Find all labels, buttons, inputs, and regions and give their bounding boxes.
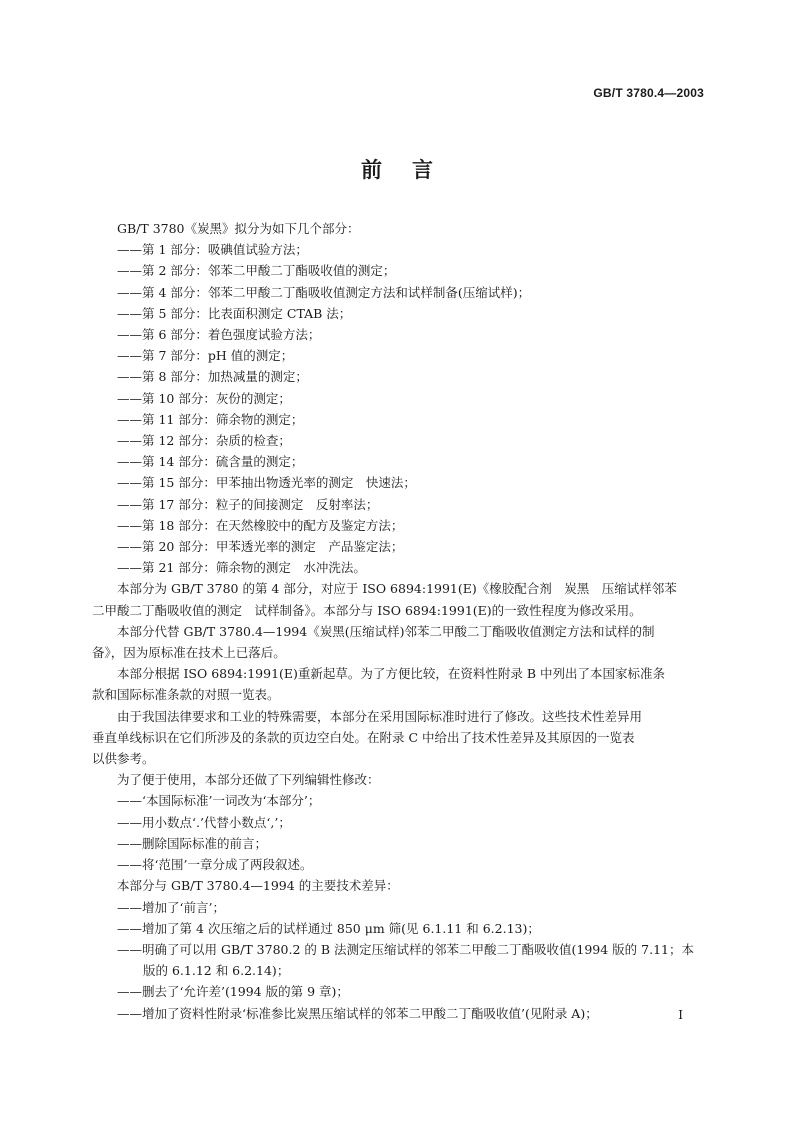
list-item: ——第 5 部分：比表面积测定 CTAB 法； <box>117 305 352 321</box>
list-item: ——增加了第 4 次压缩之后的试样通过 850 μm 筛(见 6.1.11 和 6.2.13)； <box>117 920 540 936</box>
list-item: ——增加了资料性附录‘标准参比炭黑压缩试样的邻苯二甲酸二丁酯吸收值’(见附录 A)； <box>117 1005 598 1021</box>
list-item: ——删除国际标准的前言； <box>117 835 268 851</box>
list-item: ——第 6 部分：着色强度试验方法； <box>117 327 321 343</box>
paragraph-line: 由于我国法律要求和工业的特殊需要，本部分在采用国际标准时进行了修改。这些技术性差异用 <box>117 708 643 724</box>
page-number: I <box>678 1008 683 1022</box>
list-item: ——用小数点‘.’代替小数点‘,’； <box>117 814 291 830</box>
paragraph-line: 以供参考。 <box>92 751 155 767</box>
foreword-body <box>92 218 705 1024</box>
list-item: ——第 1 部分：吸碘值试验方法； <box>117 242 308 258</box>
list-item: ——第 11 部分：筛余物的测定； <box>117 411 304 427</box>
list-item: ——第 21 部分：筛余物的测定 水冲洗法。 <box>117 560 366 576</box>
paragraph-line: 本部分代替 GB/T 3780.4—1994《炭黑(压缩试样)邻苯二甲酸二丁酯吸收值测定方法和试样的制 <box>117 623 655 639</box>
paragraph-line: 二甲酸二丁酯吸收值的测定 试样制备》。本部分与 ISO 6894:1991(E)的一致性程度为修改采用。 <box>92 602 642 618</box>
paragraph-line: 本部分与 GB/T 3780.4—1994 的主要技术差异： <box>117 878 399 894</box>
list-item: ——第 8 部分：加热减量的测定； <box>117 369 308 385</box>
list-item: ——第 15 部分：甲苯抽出物透光率的测定 快速法； <box>117 475 416 491</box>
list-item: ——第 17 部分：粒子的间接测定 反射率法； <box>117 496 379 512</box>
paragraph-line: 垂直单线标识在它们所涉及的条款的页边空白处。在附录 C 中给出了技术性差异及其原因的一览表 <box>92 729 635 745</box>
list-item: ——第 10 部分：灰份的测定； <box>117 390 291 406</box>
paragraph-line: 本部分为 GB/T 3780 的第 4 部分，对应于 ISO 6894:1991(E)《橡胶配合剂 炭黑 压缩试样邻苯 <box>117 581 677 597</box>
intro-line: GB/T 3780《炭黑》拟分为如下几个部分： <box>117 221 360 236</box>
paragraph-line: 款和国际标准条款的对照一览表。 <box>92 687 280 703</box>
page-title: 前言 <box>361 157 463 182</box>
list-item: ——增加了‘前言’； <box>117 899 225 915</box>
list-item: ——明确了可以用 GB/T 3780.2 的 B 法测定压缩试样的邻苯二甲酸二丁酯吸收值(1994 版的 7.11；本版的 6.1.12 和 6.2.14)； <box>117 941 694 979</box>
list-item: ——第 18 部分：在天然橡胶中的配方及鉴定方法； <box>117 517 404 533</box>
list-item: ——删去了‘允许差’(1994 版的第 9 章)； <box>117 984 349 1000</box>
paragraph-line: 本部分根据 ISO 6894:1991(E)重新起草。为了方便比较，在资料性附录 B 中列出了本国家标准条 <box>117 666 666 682</box>
list-item: ——‘本国际标准’一词改为‘本部分’； <box>117 793 321 809</box>
list-item: ——第 4 部分：邻苯二甲酸二丁酯吸收值测定方法和试样制备(压缩试样)； <box>117 284 531 300</box>
paragraph-line: 备》，因为原标准在技术上已落后。 <box>92 645 286 661</box>
standard-number: GB/T 3780.4—2003 <box>593 86 704 100</box>
list-item: ——第 7 部分：pH 值的测定； <box>117 348 294 364</box>
list-item: ——第 12 部分：杂质的检查； <box>117 433 291 449</box>
list-item: ——第 14 部分：硫含量的测定； <box>117 454 304 470</box>
paragraph-line: 为了便于使用，本部分还做了下列编辑性修改： <box>117 772 380 788</box>
list-item: ——第 20 部分：甲苯透光率的测定 产品鉴定法； <box>117 539 404 555</box>
list-item: ——第 2 部分：邻苯二甲酸二丁酯吸收值的测定； <box>117 263 396 279</box>
list-item: ——将‘范围’一章分成了两段叙述。 <box>117 857 313 873</box>
